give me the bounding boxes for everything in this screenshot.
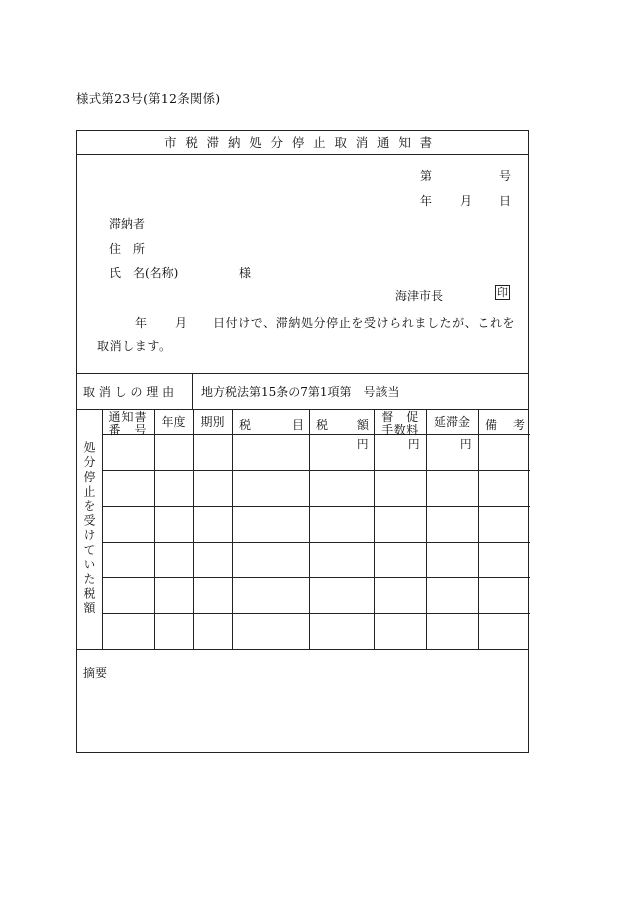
late-charge-yen: 円 (460, 437, 472, 451)
header-fee-line1: 督 促 (381, 410, 419, 424)
body-month: 月 (175, 316, 188, 330)
header-fee-line2: 手数料 (381, 422, 419, 437)
header-fiscal-year: 年度 (161, 415, 186, 429)
issuer-title: 海津市長 (395, 289, 444, 303)
reason-value: 地方税法第15条の7第1項第 号該当 (201, 385, 400, 399)
header-remarks-left: 備 (485, 418, 498, 432)
fee-yen: 円 (408, 437, 420, 451)
header-notice-number-line2: 番 号 (108, 422, 148, 437)
header-row-border (102, 434, 530, 435)
body-text-line1: 日付けで、滞納処分停止を受けられましたが、これを (213, 316, 516, 330)
date-month: 月 (460, 194, 473, 208)
header-tax-item-right: 目 (292, 418, 305, 432)
reason-top-border (77, 373, 528, 374)
header-fee (374, 411, 426, 436)
header-tax-amount-right: 額 (357, 418, 370, 432)
header-remarks-right: 考 (513, 418, 526, 432)
header-notice-number-line1: 通知書 (108, 410, 148, 424)
date-year: 年 (420, 194, 433, 208)
number-suffix: 号 (499, 169, 512, 183)
row-border (102, 613, 530, 614)
delinquent-label: 滞納者 (109, 217, 146, 231)
reason-divider (192, 373, 193, 409)
row-border (102, 542, 530, 543)
header-period: 期別 (200, 415, 225, 429)
header-tax-item-left: 税 (239, 418, 252, 432)
table-bottom-border (77, 649, 528, 650)
honorific: 様 (239, 266, 252, 280)
body-text-line2: 取消します。 (97, 339, 172, 353)
row-border (102, 577, 530, 578)
seal-mark: 印 (497, 286, 508, 299)
reason-label: 取 消 し の 理 由 (83, 385, 175, 399)
address-label: 住 所 (109, 242, 146, 256)
form-number: 様式第23号(第12条関係) (76, 91, 221, 106)
summary-label: 摘要 (83, 666, 108, 680)
number-prefix: 第 (420, 169, 433, 183)
header-tax-amount-left: 税 (316, 418, 329, 432)
tax-amount-yen: 円 (357, 437, 369, 451)
row-border (102, 506, 530, 507)
header-late-charge: 延滞金 (433, 415, 470, 429)
table-side-label: 処分停止を受けていた税額 (82, 441, 96, 617)
header-notice-number (102, 411, 154, 436)
document-title: 市税滞納処分停止取消通知書 (77, 131, 528, 155)
notice-form (76, 130, 529, 753)
name-label: 氏 名(名称) (109, 266, 179, 280)
body-year: 年 (135, 316, 148, 330)
date-day: 日 (499, 194, 512, 208)
row-border (102, 470, 530, 471)
